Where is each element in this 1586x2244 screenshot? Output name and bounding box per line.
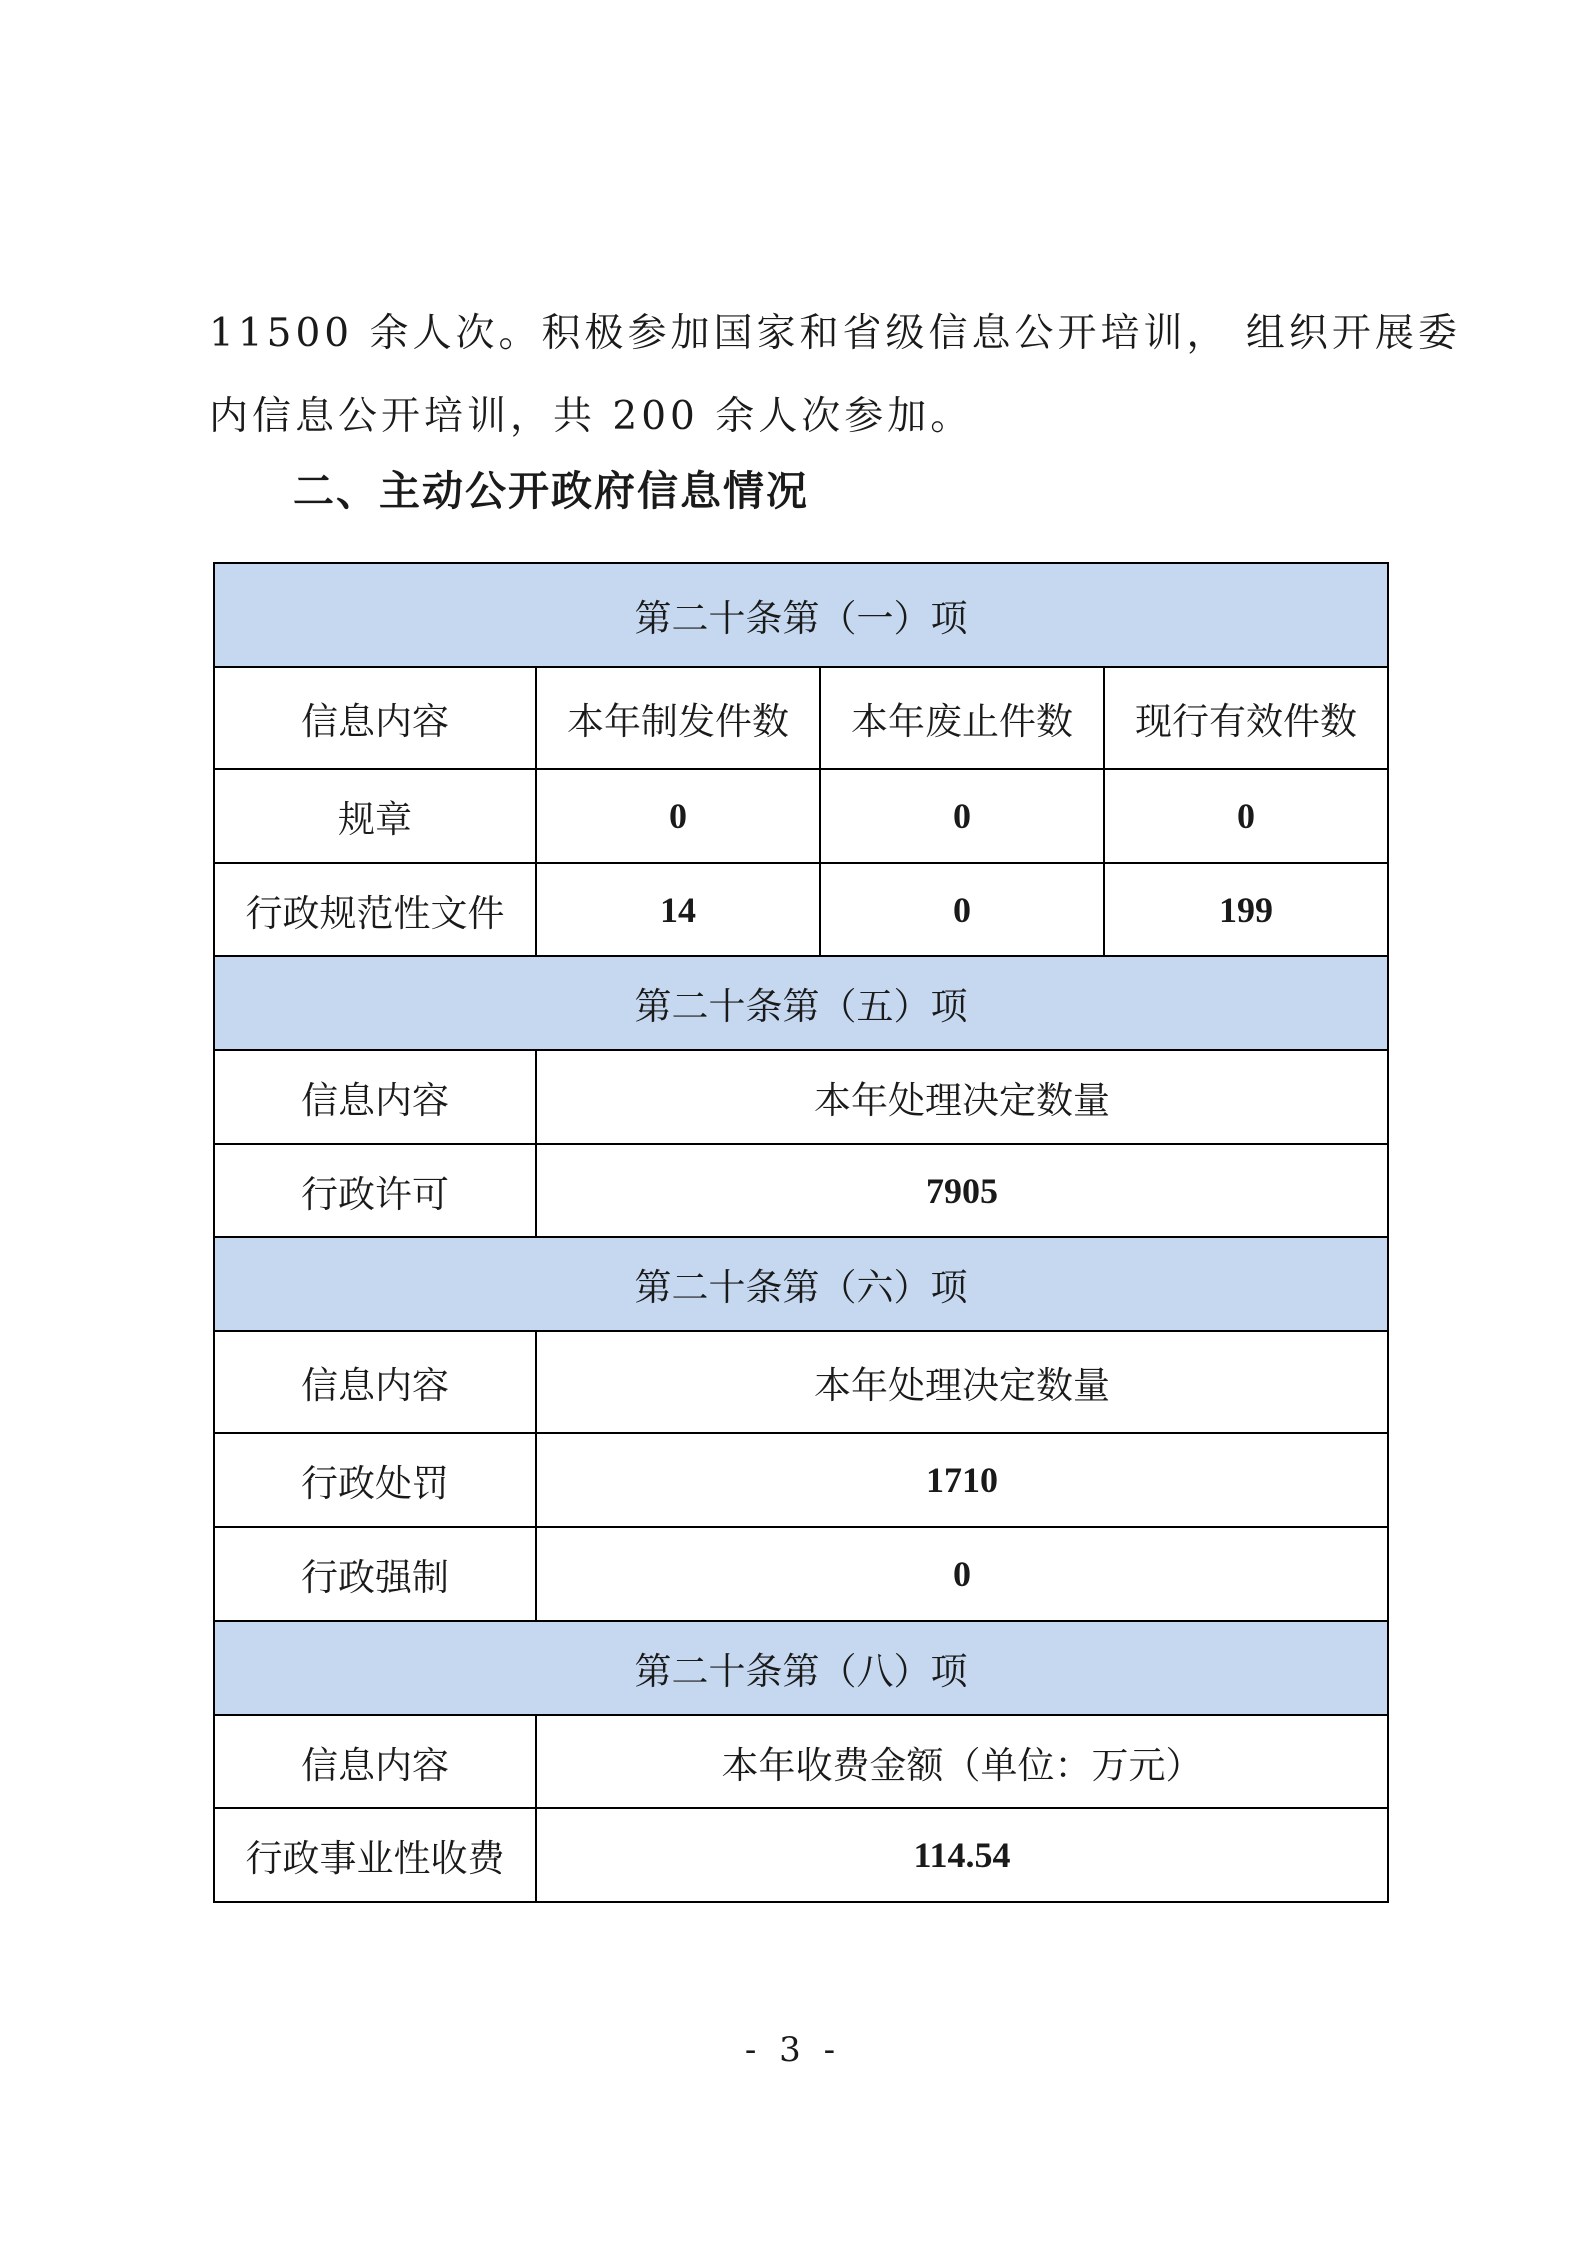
section-header-row [214, 1237, 1388, 1331]
table-row [214, 769, 1388, 863]
cell-value: 0 [1104, 769, 1388, 863]
column-header: 信息内容 [214, 667, 536, 769]
cell-value: 1710 [536, 1433, 1388, 1527]
section-heading: 二、主动公开政府信息情况 [293, 467, 809, 515]
column-header: 信息内容 [214, 1050, 536, 1144]
row-label: 行政规范性文件 [214, 863, 536, 956]
row-label: 行政处罚 [214, 1433, 536, 1527]
column-header: 信息内容 [214, 1715, 536, 1808]
cell-value: 199 [1104, 863, 1388, 956]
column-header: 现行有效件数 [1104, 667, 1388, 769]
row-label: 行政事业性收费 [214, 1808, 536, 1902]
row-label: 规章 [214, 769, 536, 863]
cell-value: 0 [536, 1527, 1388, 1621]
column-header: 本年处理决定数量 [536, 1050, 1388, 1144]
cell-value: 0 [820, 863, 1104, 956]
cell-value: 14 [536, 863, 820, 956]
section-header-row [214, 956, 1388, 1050]
cell-value: 0 [820, 769, 1104, 863]
page-number: - 3 - [744, 2030, 842, 2070]
intro-line-2: 内信息公开培训，共 200 余人次参加。 [209, 394, 974, 439]
section-title: 第二十条第（八）项 [214, 1621, 1388, 1715]
table-row [214, 1527, 1388, 1621]
section-header-row [214, 563, 1388, 667]
table-row [214, 1433, 1388, 1527]
section-title: 第二十条第（五）项 [214, 956, 1388, 1050]
table-row [214, 863, 1388, 956]
column-header: 本年废止件数 [820, 667, 1104, 769]
section-header-row [214, 1621, 1388, 1715]
column-header: 信息内容 [214, 1331, 536, 1433]
cell-value: 7905 [536, 1144, 1388, 1237]
column-header-row [214, 667, 1388, 769]
row-label: 行政许可 [214, 1144, 536, 1237]
section-title: 第二十条第（一）项 [214, 563, 1388, 667]
row-label: 行政强制 [214, 1527, 536, 1621]
column-header-row [214, 1331, 1388, 1433]
column-header: 本年收费金额（单位：万元） [536, 1715, 1388, 1808]
table-row [214, 1808, 1388, 1902]
table-row [214, 1144, 1388, 1237]
public-info-table [213, 562, 1389, 1903]
column-header: 本年处理决定数量 [536, 1331, 1388, 1433]
intro-line-1: 11500 余人次。积极参加国家和省级信息公开培训， 组织开展委 [209, 311, 1461, 356]
column-header: 本年制发件数 [536, 667, 820, 769]
section-title: 第二十条第（六）项 [214, 1237, 1388, 1331]
cell-value: 114.54 [536, 1808, 1388, 1902]
column-header-row [214, 1050, 1388, 1144]
cell-value: 0 [536, 769, 820, 863]
column-header-row [214, 1715, 1388, 1808]
